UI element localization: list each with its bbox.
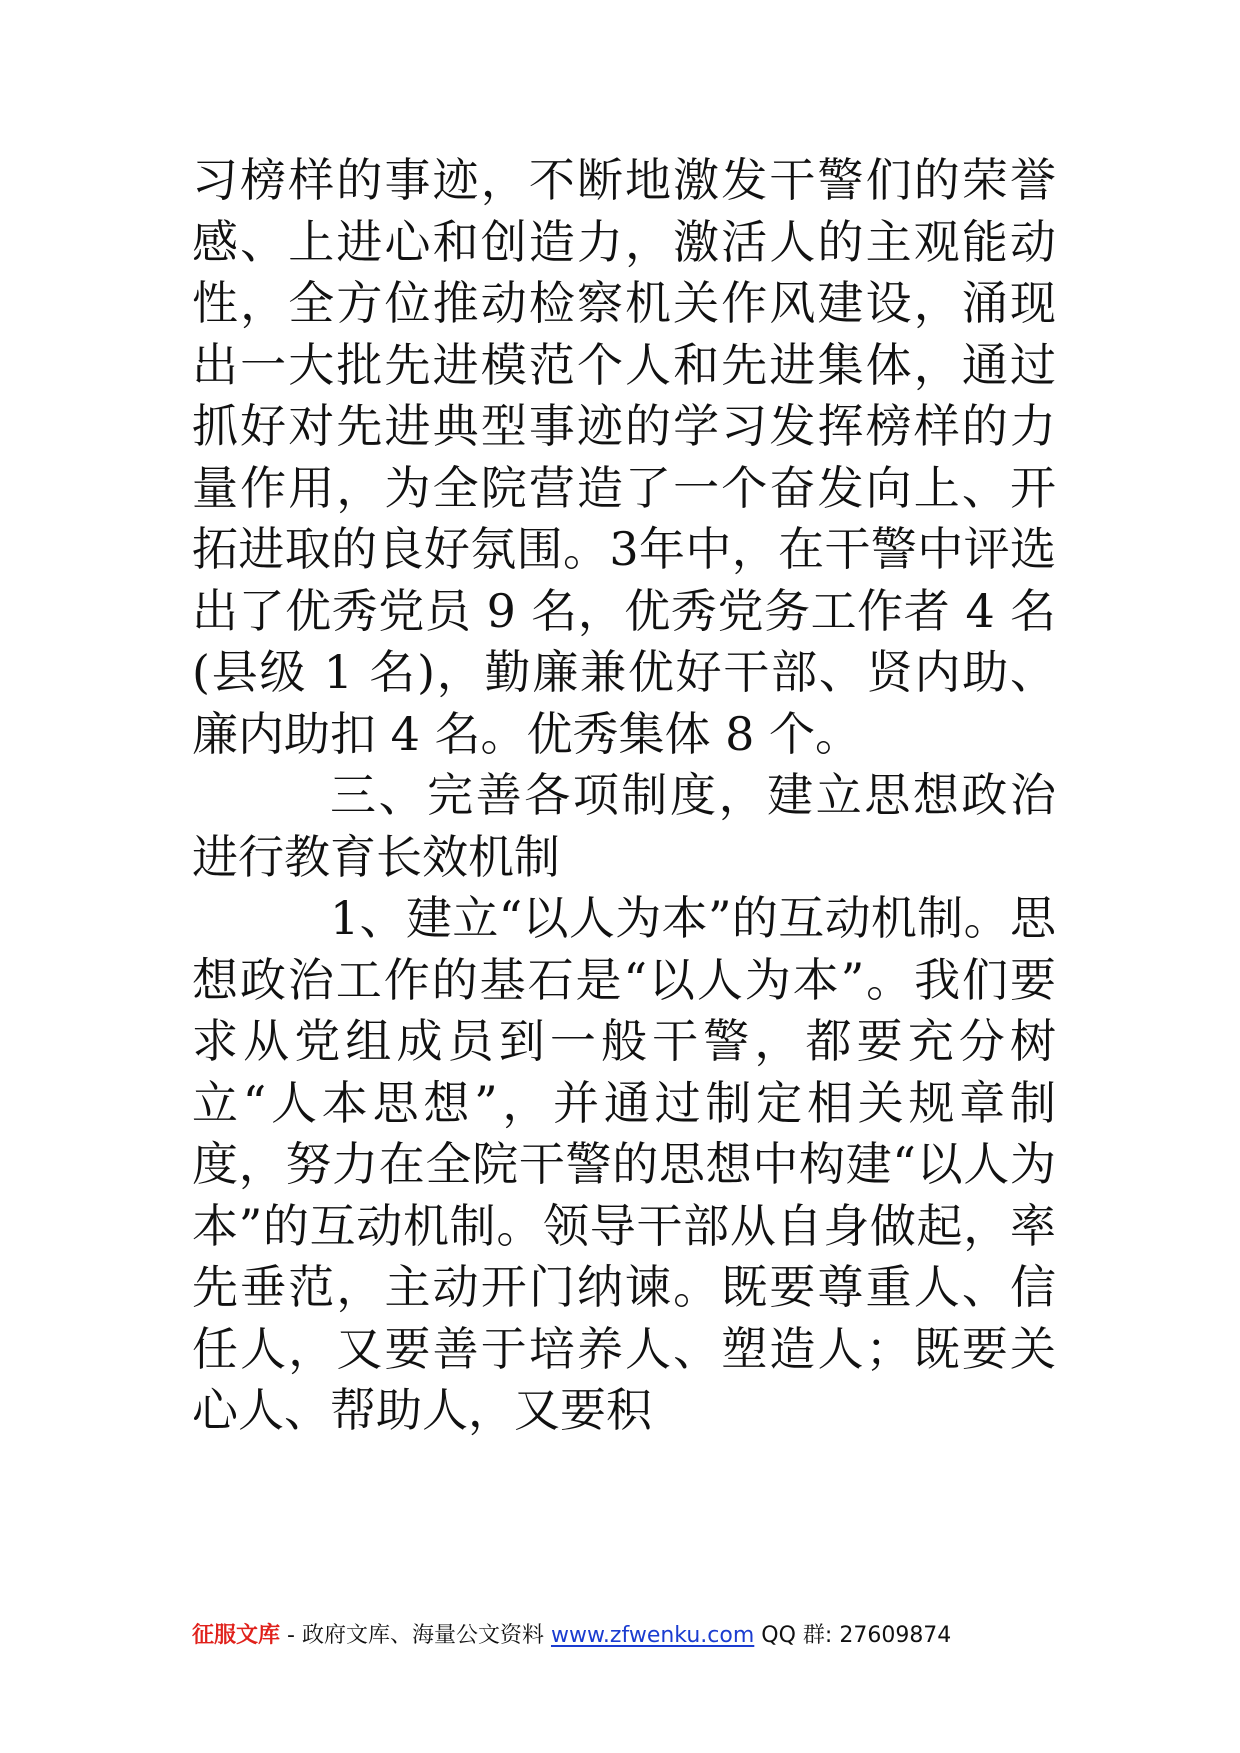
footer-separator: -	[280, 1623, 302, 1648]
document-body	[192, 150, 1056, 1442]
footer-bar	[192, 1619, 1056, 1653]
footer-description: 政府文库、海量公文资料	[301, 1623, 544, 1648]
footer-brand[interactable]: 征服文库	[192, 1623, 281, 1648]
section-heading-three: 三、完善各项制度，建立思想政治进行教育长效机制	[192, 768, 1056, 884]
footer-website-link[interactable]: www.zfwenku.com	[550, 1623, 755, 1648]
paragraph-people-oriented: 1、建立“以人为本”的互动机制。思想政治工作的基石是“以人为本”。我们要求从党组成员到一般干警，都要充分树立“人本思想”，并通过制定相关规章制度，努力在全院干警的思想中构建“以人为本”的互动机制。领导干部从自身做起，率先垂范，主动开门纳谏。既要尊重人、信任人，又要善于培养人、塑造人；既要关心人、帮助人，又要积	[192, 891, 1056, 1437]
paragraph-role-models: 习榜样的事迹，不断地激发干警们的荣誉感、上进心和创造力，激活人的主观能动性，全方位推动检察机关作风建设，涌现出一大批先进模范个人和先进集体，通过抓好对先进典型事迹的学习发挥榜样的力量作用，为全院营造了一个奋发向上、开拓进取的良好氛围。3年中，在干警中评选出了优秀党员 9 名，优秀党务工作者 4 名(县级 1 名)，勤廉兼优好干部、贤内助、廉内助扣 4 名。优秀集体 8 个。	[192, 153, 1056, 761]
footer-qq-group: QQ 群: 27609874	[761, 1623, 952, 1648]
